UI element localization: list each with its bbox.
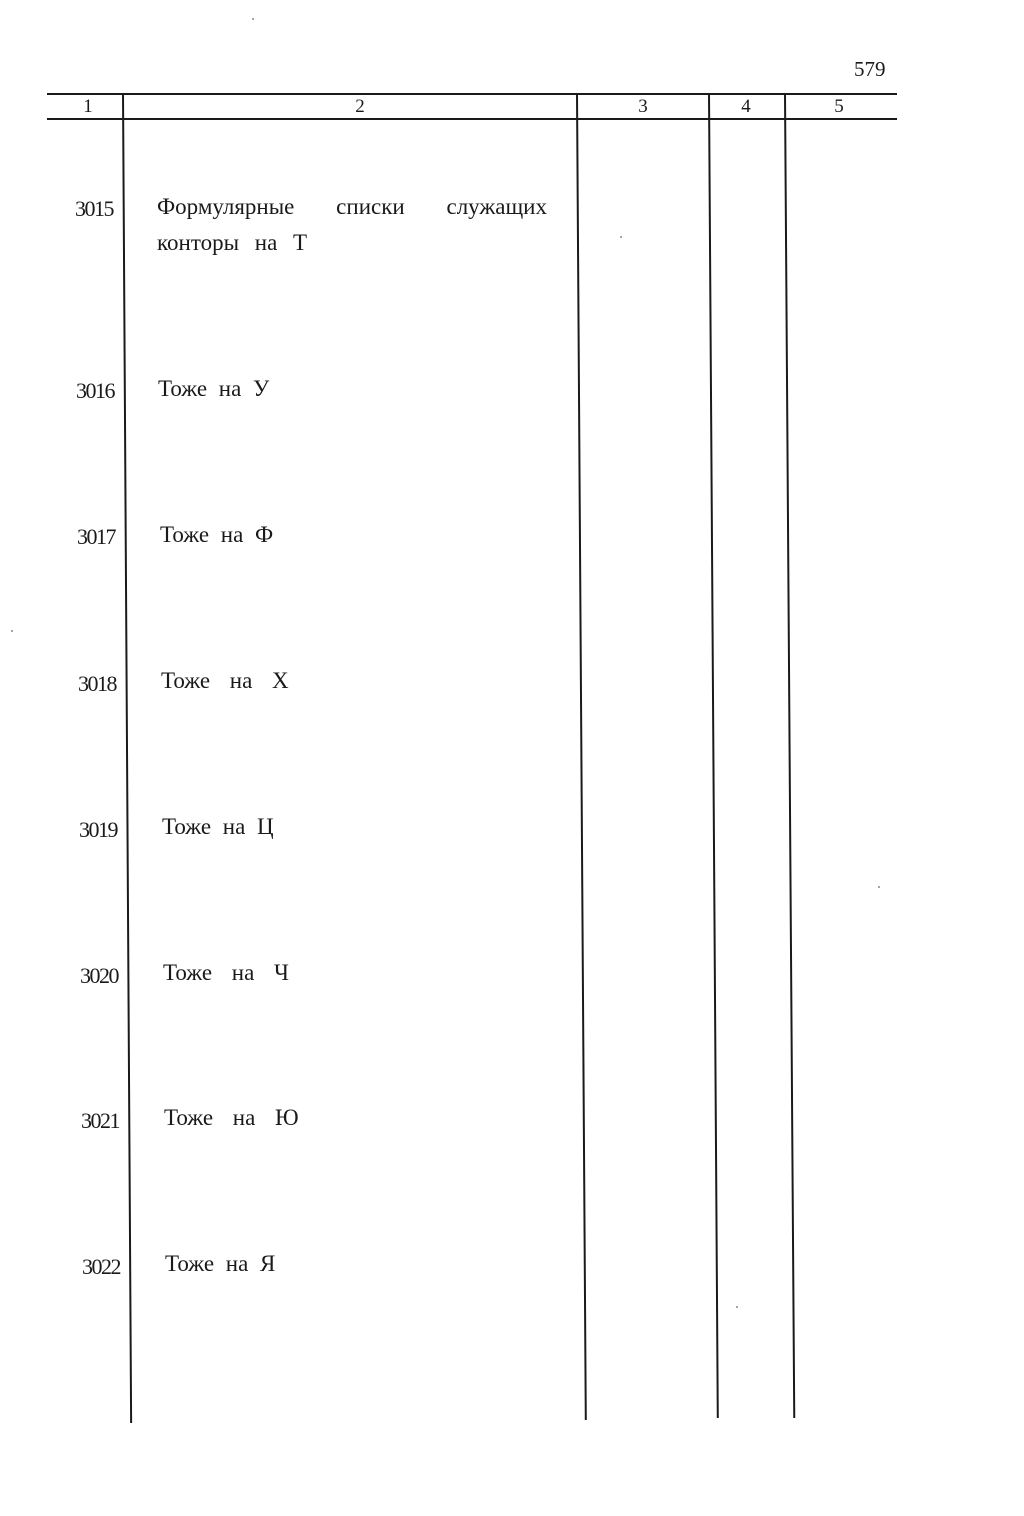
row-description: Тоже на У [158,376,270,401]
scan-speck [252,18,254,20]
row-description: Тоже на Х [161,668,289,693]
scan-speck [11,630,13,632]
row-description: Тоже на Ю [164,1105,299,1130]
table-header-bottom-rule [47,118,897,120]
table-top-rule [47,93,897,95]
column-header-1: 1 [83,96,93,117]
column-divider-4 [784,93,795,1418]
column-header-3: 3 [638,96,648,117]
column-divider-2 [576,93,587,1420]
scan-speck [736,1306,738,1308]
row-description: Тоже на Ф [160,522,274,547]
scan-speck [878,886,880,888]
column-header-2: 2 [355,96,365,117]
scan-speck [620,236,622,238]
column-header-4: 4 [741,96,751,117]
row-description: Тоже на Я [165,1251,276,1276]
row-number: 3022 [82,1254,120,1279]
column-divider-1 [122,93,132,1423]
row-description: Тоже на Ч [163,960,290,985]
page-number: 579 [854,57,886,81]
column-divider-3 [708,93,719,1418]
row-number: 3017 [77,524,115,549]
row-number: 3018 [78,671,116,696]
column-header-5: 5 [834,96,844,117]
row-number: 3015 [75,196,113,221]
row-number: 3021 [81,1108,119,1133]
row-number: 3020 [80,963,118,988]
row-description: Тоже на Ц [162,814,274,839]
row-number: 3016 [76,378,114,403]
row-number: 3019 [79,817,117,842]
row-description: Формулярные списки служащих конторы на Т [157,194,547,255]
